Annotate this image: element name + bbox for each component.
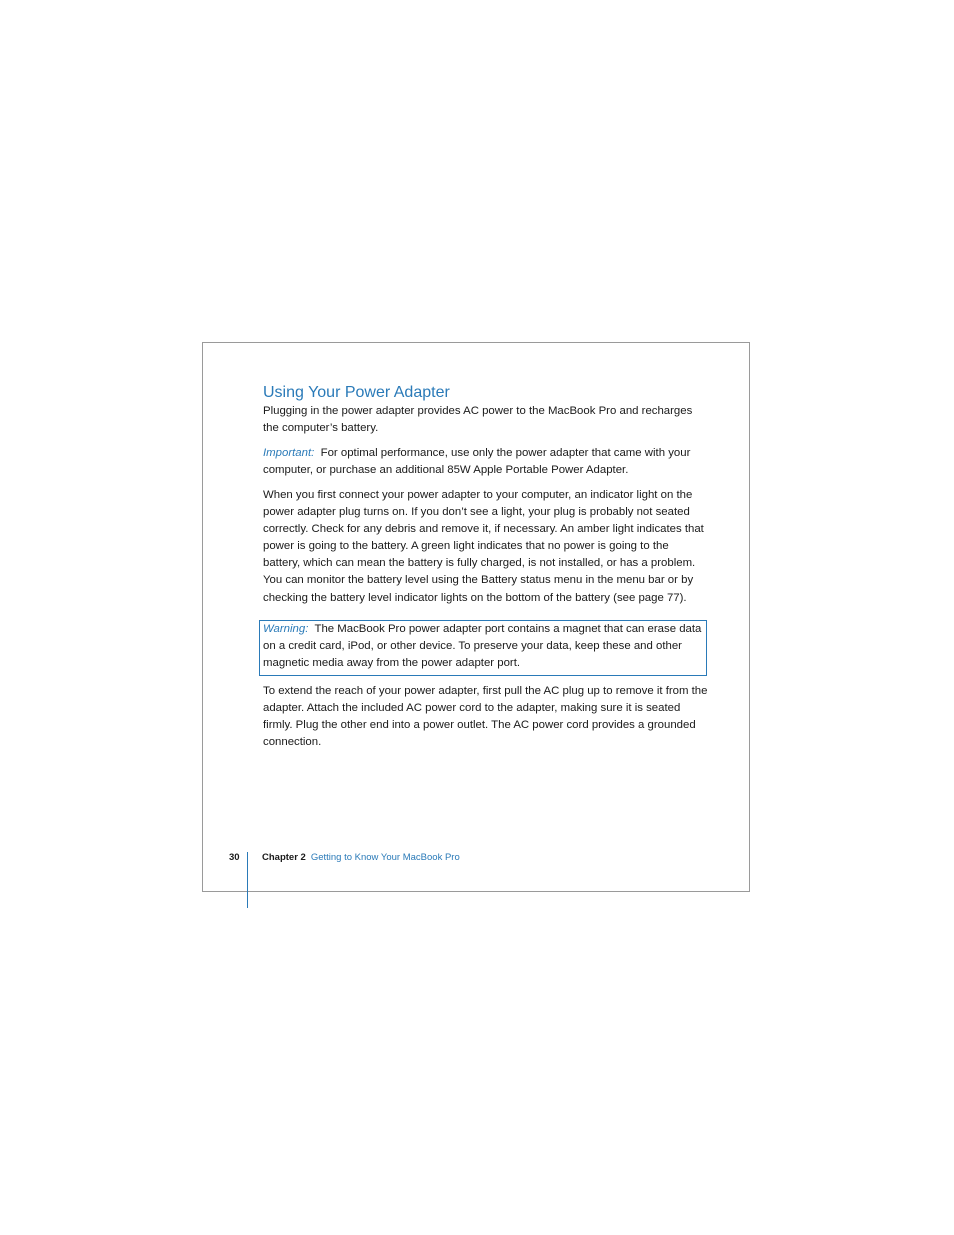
important-text: For optimal performance, use only the power adapter that came with your computer, or purchase an additional 85W Apple Portable Power Adapter. [263,447,691,477]
footer-chapter [262,851,460,864]
warning-box [259,620,707,676]
intro-paragraph: Plugging in the power adapter provides AC power to the MacBook Pro and recharges the computer’s battery. [263,405,693,435]
section-title: Using Your Power Adapter [263,384,450,401]
chapter-title-link[interactable]: Getting to Know Your MacBook Pro [310,852,460,863]
warning-text: The MacBook Pro power adapter port contains a magnet that can erase data on a credit card, iPod, or other device. To preserve your data, keep these and other magnetic media away from the power adapter port. [263,623,702,669]
important-label: Important: [263,447,315,459]
extend-paragraph: To extend the reach of your power adapter, first pull the AC plug up to remove it from the adapter. Attach the included AC power cord to the adapter, making sure it is seated firmly. Plug the other end into a power outlet. The AC power cord provides a grounded connection. [263,685,708,749]
page-number: 30 [229,852,240,863]
indicator-paragraph: When you first connect your power adapter to your computer, an indicator light on the power adapter plug turns on. If you don’t see a light, your plug is probably not seated correctly. Check for any debris and remove it, if necessary. An amber light indicates that power is going to the battery. A green light indicates that no power is going to the battery, which can mean the battery is fully charged, is not installed, or has a problem. You can monitor the battery level using the Battery status menu in the menu bar or by checking the battery level indicator lights on the bottom of the battery (see page 77). [263,489,704,604]
important-note [263,445,708,479]
warning-label: Warning: [263,623,309,635]
chapter-label: Chapter 2 [262,852,306,863]
footer-divider [247,852,248,908]
warning-note [263,621,703,672]
